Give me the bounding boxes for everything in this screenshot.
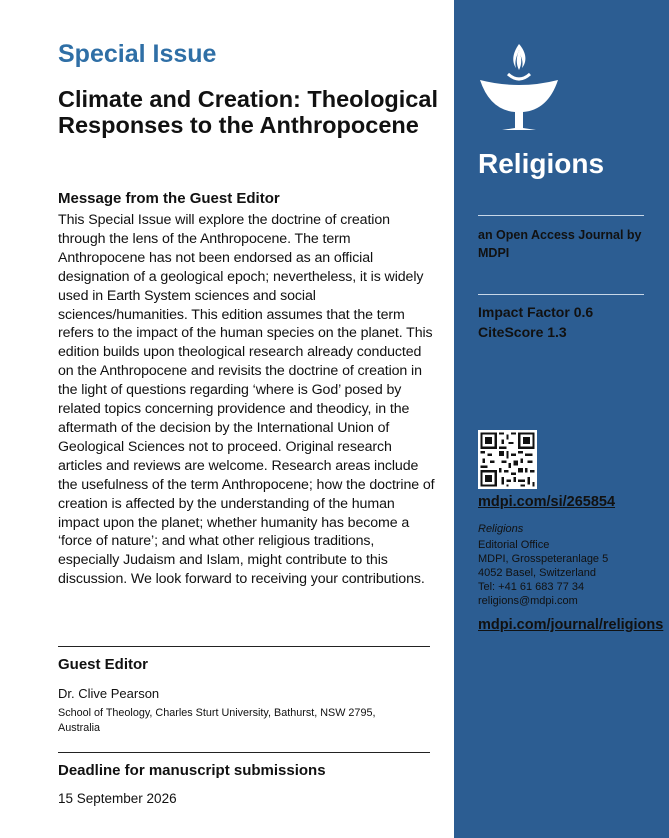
- guest-editor-heading: Guest Editor: [58, 656, 149, 673]
- office-line: Editorial Office: [478, 539, 550, 551]
- office-line: MDPI, Grosspeteranlage 5: [478, 553, 609, 565]
- divider: [58, 646, 430, 647]
- office-phone: Tel: +41 61 683 77 34: [478, 581, 585, 593]
- message-body: This Special Issue will explore the doctrine of creation through the lens of the Anthropocene. The term Anthropocene has not been endorsed as an official designation of a geological epoch; nevertheless, it is widely used in Earth System sciences and social sciences/humanities. This edition assumes that the term refers to the impact of the human species on the planet. This edition builds upon theological research already conducted on the Anthropocene and revisits the doctrine of creation in the light of questions regarding ‘where is God’ posed by related topics concerning providence and theodicy, in the aftermath of the decision by the International Union of Geological Sciences not to proceed. Original research articles and reviews are welcome. Research areas include the usefulness of the term Anthropocene; how the doctrine of creation is affected by the understanding of the human impact upon the planet; whether humanity has become a ‘force of nature’; and what other religious traditions, especially Judaism and Islam, might contribute to this discussion. We look forward to receiving your contributions.: [58, 212, 435, 588]
- office-email[interactable]: religions@mdpi.com: [478, 595, 578, 607]
- impact-factor: Impact Factor 0.6: [478, 304, 594, 320]
- journal-tagline: an Open Access Journal by MDPI: [478, 228, 642, 260]
- qr-code-icon[interactable]: [478, 430, 537, 489]
- special-issue-link[interactable]: mdpi.com/si/265854: [478, 494, 616, 510]
- citescore: CiteScore 1.3: [478, 324, 567, 340]
- journal-name: Religions: [478, 148, 605, 179]
- sidebar-divider: [478, 215, 644, 216]
- deadline-heading: Deadline for manuscript submissions: [58, 762, 326, 779]
- issue-title: Climate and Creation: Theological Responses to the Anthropocene: [58, 86, 438, 138]
- message-heading: Message from the Guest Editor: [58, 190, 280, 207]
- office-line: 4052 Basel, Switzerland: [478, 567, 597, 579]
- chalice-flame-icon: [478, 40, 560, 136]
- journal-link[interactable]: mdpi.com/journal/religions: [478, 617, 664, 633]
- editorial-office-address: [478, 538, 608, 608]
- guest-editor-affiliation: School of Theology, Charles Sturt University, Bathurst, NSW 2795, Australia: [58, 707, 376, 734]
- special-issue-label: Special Issue: [58, 40, 217, 68]
- office-journal-name: Religions: [478, 523, 524, 535]
- deadline-date: 15 September 2026: [58, 791, 177, 806]
- sidebar-divider: [478, 294, 644, 295]
- divider: [58, 752, 430, 753]
- guest-editor-name: Dr. Clive Pearson: [58, 686, 160, 701]
